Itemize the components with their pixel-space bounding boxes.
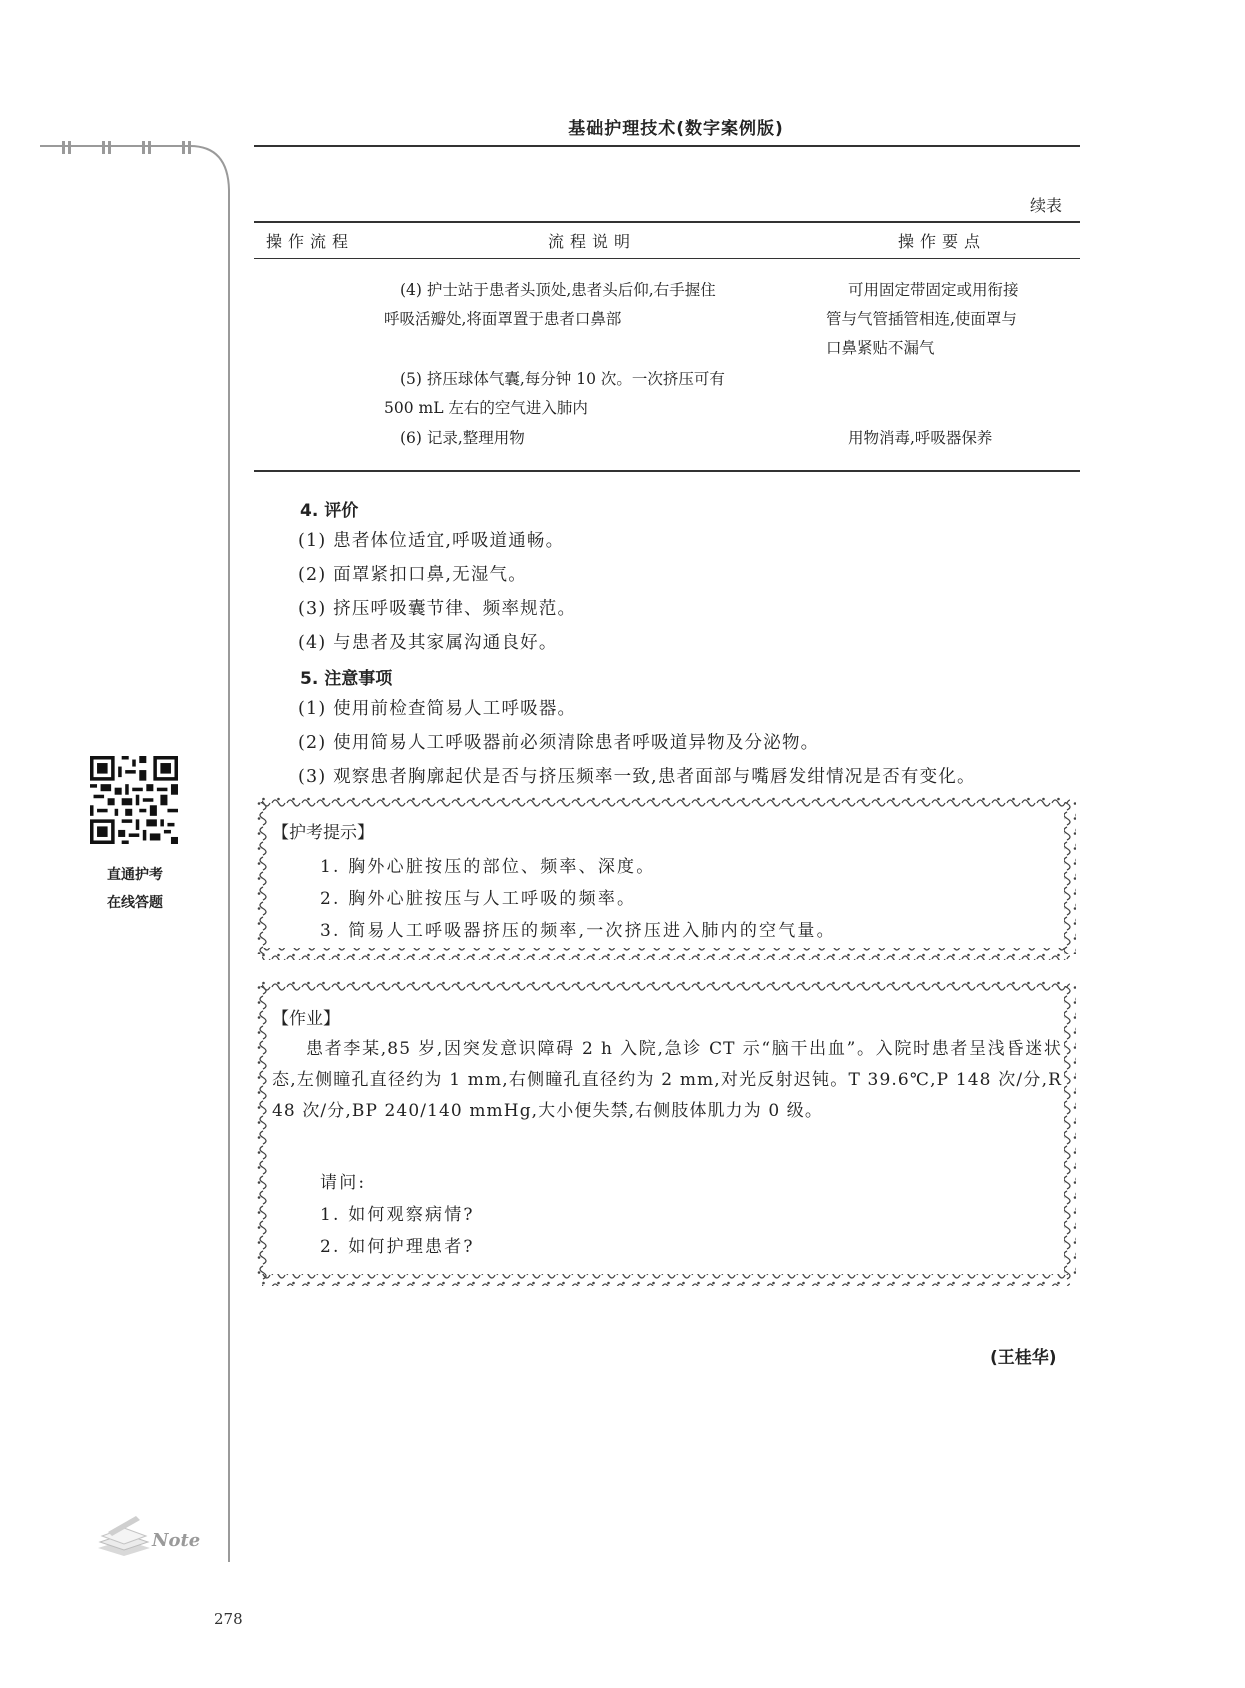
table-top-rule [254,221,1080,223]
table-bottom-rule [254,470,1080,472]
table-row-4-key-line-3: 口鼻紧贴不漏气 [826,339,935,357]
homework-question-2: 2. 如何护理患者? [320,1237,475,1257]
homework-box [256,980,1076,1286]
table-row-4-key-line-1: 可用固定带固定或用衔接 [848,281,1019,299]
qr-caption-line-2: 在线答题 [107,895,163,911]
page-number: 278 [214,1610,243,1628]
exam-tips-item-1: 1. 胸外心脏按压的部位、频率、深度。 [320,857,656,877]
precautions-item-1: (1) 使用前检查简易人工呼吸器。 [298,699,577,719]
homework-title: 【作业】 [272,1009,340,1029]
exam-tips-item-2: 2. 胸外心脏按压与人工呼吸的频率。 [320,889,637,909]
precautions-item-2: (2) 使用简易人工呼吸器前必须清除患者呼吸道异物及分泌物。 [298,733,820,753]
table-row-4-description-line-2: 呼吸活瓣处,将面罩置于患者口鼻部 [384,310,622,328]
table-header-rule [254,258,1080,259]
table-continued-label: 续表 [1030,196,1063,215]
table-header-key-points: 操作要点 [898,232,987,251]
table-row-5-description-line-2: 500 mL 左右的空气进入肺内 [384,399,588,417]
exam-tips-item-3: 3. 简易人工呼吸器挤压的频率,一次挤压进入肺内的空气量。 [320,921,836,941]
homework-question-1: 1. 如何观察病情? [320,1205,475,1225]
running-header-title: 基础护理技术(数字案例版) [568,119,784,139]
qr-caption-line-1: 直通护考 [107,867,163,883]
note-label: Note [152,1530,201,1551]
margin-decoration [0,0,260,1688]
precautions-item-3: (3) 观察患者胸廓起伏是否与挤压频率一致,患者面部与嘴唇发绀情况是否有变化。 [298,767,976,787]
table-header-step: 操作流程 [266,232,355,251]
exam-tips-title: 【护考提示】 [272,823,374,843]
homework-case: 患者李某,85 岁,因突发意识障碍 2 h 入院,急诊 CT 示“脑干出血”。入院时患者呈浅昏迷状态,左侧瞳孔直径约为 1 mm,右侧瞳孔直径约为 2 mm,对光反射迟钝。T 39.6℃,P 148 次/分,R 48 次/分,BP 240/140 mmHg,大小便失禁,右侧肢体肌力为 0 级。 [272,1039,1062,1121]
evaluation-heading: 4. 评价 [300,501,359,521]
evaluation-item-3: (3) 挤压呼吸囊节律、频率规范。 [298,599,577,619]
author-credit: (王桂华) [990,1348,1057,1368]
evaluation-item-2: (2) 面罩紧扣口鼻,无湿气。 [298,565,527,585]
table-row-6-key: 用物消毒,呼吸器保养 [848,429,993,447]
note-logo [94,1510,204,1562]
homework-question-label: 请问: [320,1173,367,1193]
table-row-4-description-line-1: (4) 护士站于患者头顶处,患者头后仰,右手握住 [400,281,716,299]
precautions-heading: 5. 注意事项 [300,669,393,689]
table-header-description: 流程说明 [548,232,637,251]
table-row-5-description-line-1: (5) 挤压球体气囊,每分钟 10 次。一次挤压可有 [400,370,725,388]
qr-code-icon [90,756,178,844]
evaluation-item-1: (1) 患者体位适宜,呼吸道通畅。 [298,531,565,551]
evaluation-item-4: (4) 与患者及其家属沟通良好。 [298,633,558,653]
table-row-6-description: (6) 记录,整理用物 [400,429,525,447]
table-row-4-key-line-2: 管与气管插管相连,使面罩与 [826,310,1017,328]
header-rule [254,145,1080,147]
exam-tips-box [256,796,1076,960]
